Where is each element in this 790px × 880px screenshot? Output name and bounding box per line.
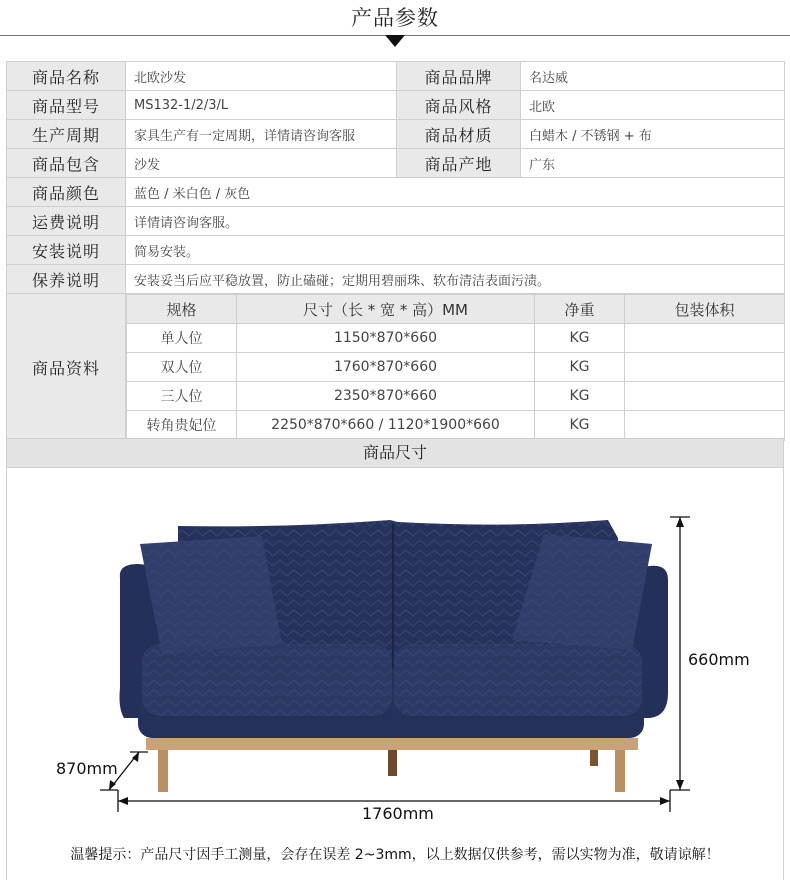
table-row [127,382,785,411]
table-row [7,294,785,441]
column-header: 规格 [127,295,237,324]
spec-value: 蓝色 / 米白色 / 灰色 [126,178,785,207]
table-row [7,207,785,236]
volume-cell [625,411,785,440]
spec-label: 商品品牌 [397,62,521,91]
weight-cell: KG [535,353,625,382]
spec-table [6,61,785,441]
spec-label: 生产周期 [7,120,126,149]
table-row [7,265,785,294]
volume-cell [625,353,785,382]
column-header: 包装体积 [625,295,785,324]
spec-cell: 双人位 [127,353,237,382]
section-header [0,0,790,50]
spec-value: 白蜡木 / 不锈钢 + 布 [521,120,785,149]
table-row [127,411,785,440]
table-row [7,149,785,178]
table-row [7,120,785,149]
spec-label: 商品型号 [7,91,126,120]
size-section-title: 商品尺寸 [6,438,784,468]
spec-value: 简易安装。 [126,236,785,265]
table-row [7,178,785,207]
spec-label: 商品资料 [7,294,126,441]
column-header: 尺寸（长 * 宽 * 高）MM [237,295,535,324]
product-info-table [126,294,785,440]
spec-label: 商品产地 [397,149,521,178]
depth-dimension-label: 870mm [56,759,118,778]
spec-value: 名达威 [521,62,785,91]
spec-cell: 三人位 [127,382,237,411]
sofa-wood-frame [146,738,638,750]
spec-value: MS132-1/2/3/L [126,91,397,120]
down-triangle-icon [385,35,405,47]
spec-value: 北欧沙发 [126,62,397,91]
weight-cell: KG [535,382,625,411]
spec-label: 运费说明 [7,207,126,236]
spec-value: 安装妥当后应平稳放置，防止磕碰；定期用碧丽珠、软布清洁表面污渍。 [126,265,785,294]
spec-value: 家具生产有一定周期，详情请咨询客服 [126,120,397,149]
product-info-cell [126,294,785,441]
table-row [127,324,785,353]
spec-label: 安装说明 [7,236,126,265]
size-cell: 2250*870*660 / 1120*1900*660 [237,411,535,440]
table-row [7,91,785,120]
column-header: 净重 [535,295,625,324]
weight-cell: KG [535,324,625,353]
spec-label: 保养说明 [7,265,126,294]
spec-label: 商品包含 [7,149,126,178]
sofa-legs [158,748,625,792]
size-cell: 1150*870*660 [237,324,535,353]
table-header-row [127,295,785,324]
spec-cell: 转角贵妃位 [127,411,237,440]
height-dimension-line [670,517,690,790]
height-dimension-label: 660mm [688,650,750,669]
spec-cell: 单人位 [127,324,237,353]
spec-label: 商品风格 [397,91,521,120]
spec-value: 详情请咨询客服。 [126,207,785,236]
spec-value: 北欧 [521,91,785,120]
volume-cell [625,324,785,353]
table-row [127,353,785,382]
spec-value: 沙发 [126,149,397,178]
sofa-body [120,520,669,738]
volume-cell [625,382,785,411]
disclaimer-note: 温馨提示：产品尺寸因手工测量，会存在误差 2~3mm，以上数据仅供参考，需以实物为准，敬请谅解！ [70,847,720,863]
spec-label: 商品名称 [7,62,126,91]
spec-label: 商品颜色 [7,178,126,207]
size-cell: 1760*870*660 [237,353,535,382]
weight-cell: KG [535,411,625,440]
sofa-dimension-diagram [0,468,790,844]
table-row [7,236,785,265]
size-cell: 2350*870*660 [237,382,535,411]
width-dimension-label: 1760mm [362,804,434,823]
spec-label: 商品材质 [397,120,521,149]
section-title: 产品参数 [351,6,439,30]
table-row [7,62,785,91]
spec-value: 广东 [521,149,785,178]
